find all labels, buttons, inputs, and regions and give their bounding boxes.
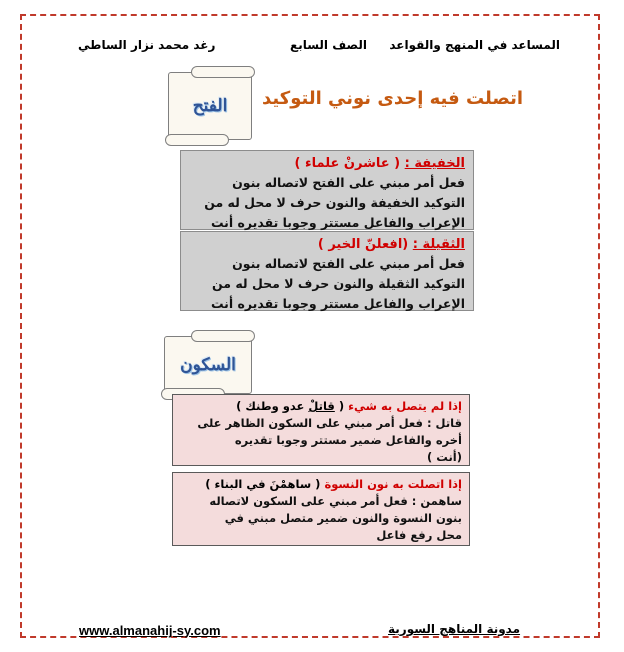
header-author: رغد محمد نزار الساطي — [78, 38, 216, 52]
scroll-fath-label: الفتح — [192, 96, 228, 116]
sukun-case1-box — [172, 394, 470, 466]
scroll-curl-top — [191, 66, 255, 78]
thaqila-line-2: التوكيد الثقيلة والنون حرف لا محل له من — [212, 276, 465, 291]
khafifa-heading — [189, 154, 465, 173]
sukun-case1-line-2: أخره والفاعل ضمير مستتر وجوبا تقديره — [234, 433, 462, 447]
khafifa-example: ( عاشرنْ علماء ) — [294, 156, 401, 171]
sukun-case1-label: إذا لم يتصل به شيء — [348, 399, 462, 413]
khafifa-line-2: التوكيد الخفيفة والنون حرف لا محل له من — [204, 195, 465, 210]
sukun-case2-label: إذا اتصلت به نون النسوة — [324, 477, 462, 491]
sukun-case1-line-3: (أنت ) — [427, 450, 462, 464]
thaqila-label: الثقيلة : — [412, 237, 465, 252]
footer-website-link[interactable]: www.almanahij-sy.com — [79, 623, 221, 638]
sukun-case2-heading — [180, 476, 462, 493]
sukun-case2-line-2: بنون النسوة والنون ضمير متصل مبني في — [224, 511, 462, 525]
main-title: اتصلت فيه إحدى نوني التوكيد — [262, 88, 524, 109]
khafifa-line-1: فعل أمر مبني على الفتح لاتصاله بنون — [232, 175, 465, 190]
khafifa-line-3: الإعراب والفاعل مستتر وجوبا تقديره أنت — [210, 215, 465, 230]
header-row — [60, 38, 560, 56]
thaqila-line-1: فعل أمر مبني على الفتح لاتصاله بنون — [232, 256, 465, 271]
khafifa-label: الخفيفة : — [404, 156, 465, 171]
scroll-curl-bottom — [165, 134, 229, 146]
thaqila-box — [180, 231, 474, 311]
sukun-case1-heading — [180, 398, 462, 415]
header-subject: المساعد في المنهج والقواعد — [389, 38, 560, 52]
scroll-sukun-label: السكون — [180, 355, 236, 375]
sukun-case2-example: ( ساهمْنَ في البناء ) — [205, 477, 321, 491]
sukun-case1-line-1: قاتل : فعل أمر مبني على السكون الظاهر على — [197, 416, 462, 430]
thaqila-line-3: الإعراب والفاعل مستتر وجوبا تقديره أنت — [210, 296, 465, 311]
sukun-case2-line-1: ساهمن : فعل أمر مبني على السكون لاتصاله — [209, 494, 462, 508]
footer-blog-name: مدونة المناهج السورية — [388, 622, 521, 636]
sukun-case1-example-open: ( — [338, 399, 345, 413]
scroll-curl-top — [191, 330, 255, 342]
scroll-fath — [168, 72, 252, 140]
thaqila-heading — [189, 235, 465, 254]
scroll-sukun — [164, 336, 252, 394]
khafifa-box — [180, 150, 474, 230]
sukun-case1-example-word: قاتلْ — [308, 399, 335, 413]
sukun-case1-example-rest: عدو وطنك ) — [236, 399, 305, 413]
sukun-case2-box — [172, 472, 470, 546]
sukun-case2-line-3: محل رفع فاعل — [376, 528, 462, 542]
thaqila-example: (افعلنّ الخير ) — [317, 237, 409, 252]
header-grade: الصف السابع — [290, 38, 367, 52]
